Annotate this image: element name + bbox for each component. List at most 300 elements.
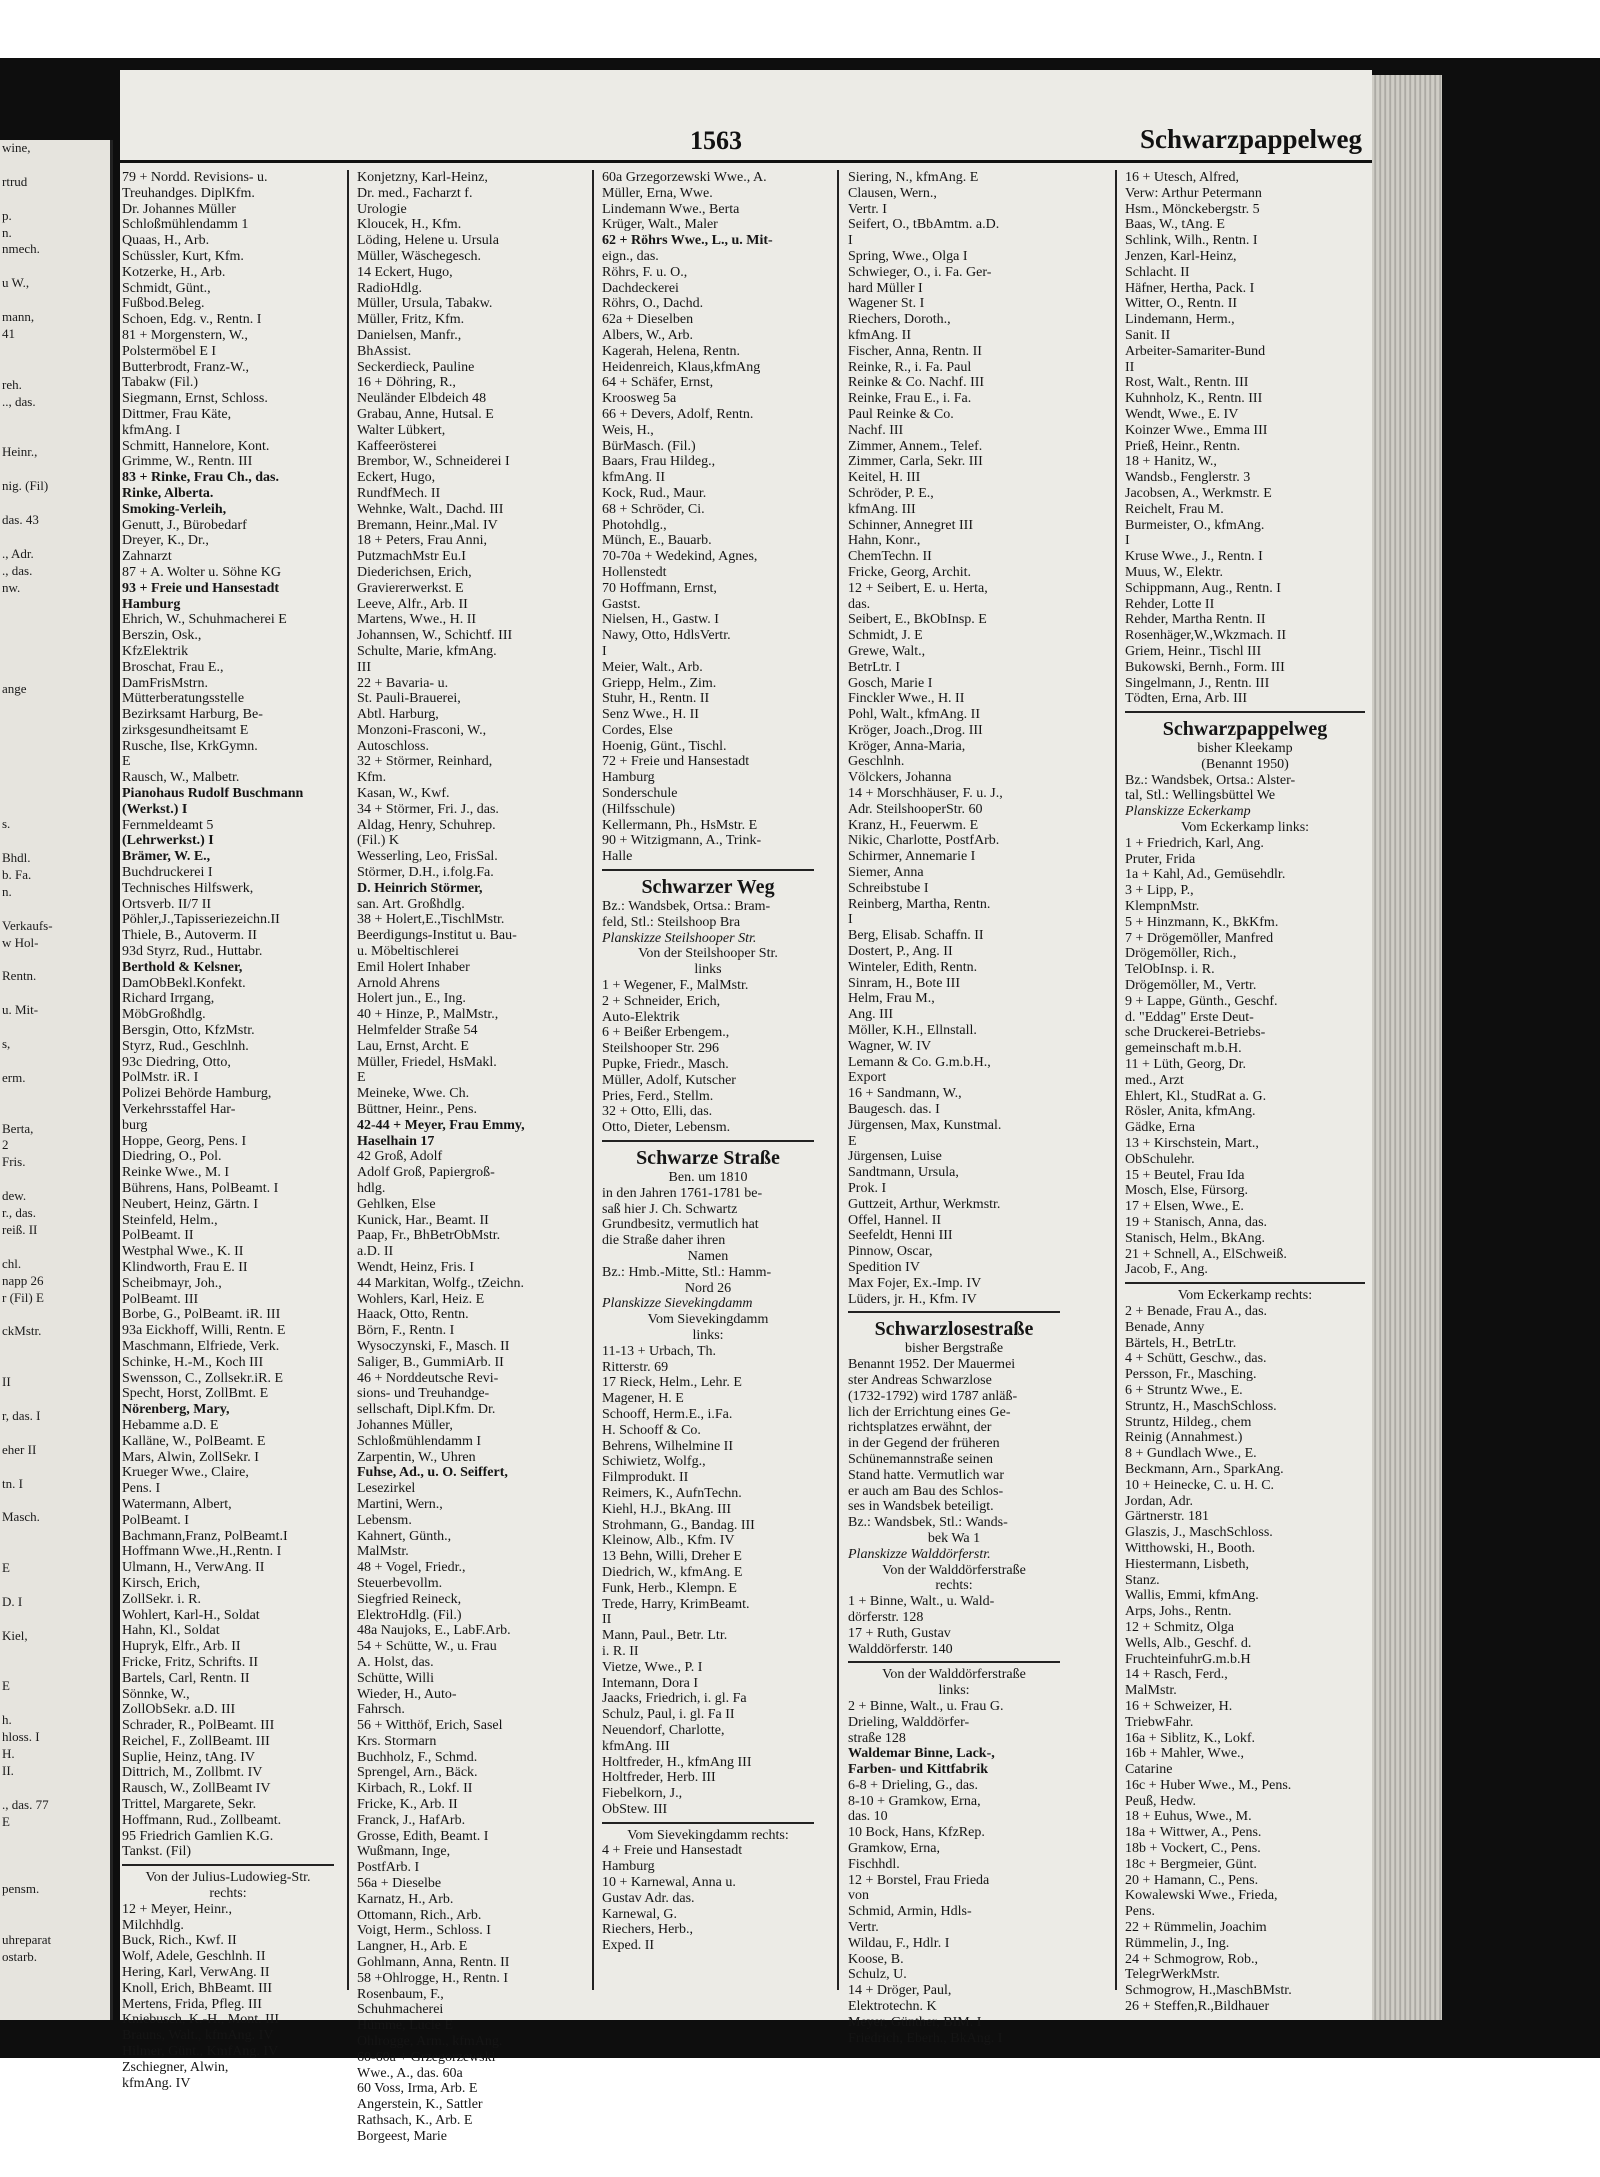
directory-line: Wolf, Adele, Geschlnh. II bbox=[122, 1949, 266, 1965]
directory-line: Lebensm. bbox=[357, 1512, 412, 1528]
directory-line: Langner, H., Arb. E bbox=[357, 1939, 468, 1955]
directory-line: 64 + Schäfer, Ernst, bbox=[602, 375, 714, 391]
directory-line: Lau, Ernst, Archt. E bbox=[357, 1038, 469, 1054]
directory-line: Waldemar Binne, Lack-, bbox=[848, 1746, 995, 1762]
directory-line: Neuendorf, Charlotte, bbox=[602, 1722, 725, 1738]
directory-line: Cordes, Else bbox=[602, 722, 673, 738]
directory-line: Helm, Frau M., bbox=[848, 991, 935, 1007]
left-page-text bbox=[0, 901, 110, 918]
directory-line: Baas, W., tAng. E bbox=[1125, 217, 1225, 233]
directory-line: Pens. bbox=[1125, 1904, 1155, 1920]
directory-line: bisher Bergstraße bbox=[904, 1341, 1004, 1357]
directory-line: Wells, Alb., Geschf. d. bbox=[1125, 1635, 1252, 1651]
directory-line: Rausch, W., Malbetr. bbox=[122, 770, 240, 786]
directory-line: Rehder, Lotte II bbox=[1125, 596, 1215, 612]
directory-line: Möller, K.H., Ellnstall. bbox=[848, 1023, 977, 1039]
directory-line: Styrz, Rud., Geschlnh. bbox=[122, 1038, 249, 1054]
directory-line: Schmidt, Günt., bbox=[122, 280, 211, 296]
directory-line: 95 Friedrich Gamlien K.G. bbox=[122, 1828, 274, 1844]
directory-line: Intemann, Dora I bbox=[602, 1675, 699, 1691]
directory-line: Schuhmacherei bbox=[357, 2002, 444, 2018]
directory-line: Watermann, Albert, bbox=[122, 1496, 232, 1512]
directory-line: 6 + Struntz Wwe., E. bbox=[1125, 1382, 1243, 1398]
left-page-text bbox=[0, 766, 110, 783]
directory-line: Grewe, Walt., bbox=[848, 643, 926, 659]
left-page-text: E bbox=[2, 1678, 10, 1694]
left-page-text: mann, bbox=[2, 309, 35, 325]
directory-line: 18 + Hanitz, W., bbox=[1125, 454, 1217, 470]
directory-line: sche Druckerei-Betriebs- bbox=[1125, 1025, 1266, 1041]
directory-line: links bbox=[694, 962, 722, 978]
directory-line: kfmAng. III bbox=[848, 501, 916, 517]
directory-line: Hilmer, Günt., KmfAng. IV bbox=[122, 2044, 279, 2060]
left-page-text: reh. bbox=[2, 376, 22, 392]
left-page-text bbox=[0, 1695, 110, 1712]
directory-line: Wagener St. I bbox=[848, 296, 925, 312]
directory-line: Gustav Adr. das. bbox=[602, 1890, 695, 1906]
directory-line: MalMstr. bbox=[1125, 1683, 1177, 1699]
left-page-text: reiß. II bbox=[2, 1222, 38, 1237]
left-page-text: pensm. bbox=[2, 1881, 40, 1897]
left-page-text: II bbox=[2, 1374, 11, 1390]
directory-line: Von der Julius-Ludowieg-Str. bbox=[145, 1870, 311, 1886]
directory-line: Sinram, H., Bote III bbox=[848, 975, 960, 991]
left-page-text: p. bbox=[2, 207, 12, 223]
directory-line: Zimmer, Annem., Telef. bbox=[848, 438, 983, 454]
left-page-text bbox=[0, 343, 110, 360]
directory-line: Sönnke, W., bbox=[122, 1686, 190, 1702]
directory-line: hdlg. bbox=[357, 1181, 386, 1196]
directory-line: Arbeiter-Samariter-Bund bbox=[1125, 343, 1266, 359]
left-page-text bbox=[0, 495, 110, 512]
directory-line: PolBeamt. II bbox=[122, 1228, 194, 1244]
directory-line: 7 + Drögemöller, Manfred bbox=[1125, 930, 1274, 946]
left-page-text: Fris. bbox=[2, 1154, 26, 1170]
directory-line: 16c + Huber Wwe., M., Pens. bbox=[1125, 1777, 1292, 1793]
directory-line: Grosse, Edith, Beamt. I bbox=[357, 1828, 489, 1844]
directory-line: Pianohaus Rudolf Buschmann bbox=[122, 786, 304, 802]
street-heading: Schwarzer Weg bbox=[641, 876, 775, 899]
directory-line: Hahn, Kl., Soldat bbox=[122, 1623, 220, 1639]
directory-line: Schüssler, Kurt, Kfm. bbox=[122, 248, 244, 264]
directory-line: Martens, Wwe., H. II bbox=[357, 612, 477, 628]
left-page-text bbox=[0, 1611, 110, 1628]
directory-line: Rinke, Alberta. bbox=[122, 485, 214, 501]
directory-line: Hamburg bbox=[602, 770, 655, 786]
directory-line: Schünemannstraße seinen bbox=[848, 1451, 994, 1467]
directory-line: Benannt 1952. Der Mauermei bbox=[848, 1357, 1016, 1373]
directory-line: Benade, Anny bbox=[1125, 1319, 1205, 1335]
directory-line: Bz.: Hmb.-Mitte, Stl.: Hamm- bbox=[602, 1264, 772, 1280]
directory-line: 12 + Seibert, E. u. Herta, bbox=[848, 580, 988, 596]
directory-line: 9 + Lappe, Günth., Geschf. bbox=[1125, 993, 1278, 1009]
left-page-text bbox=[0, 664, 110, 681]
directory-line: Swensson, C., Zollsekr.iR. E bbox=[122, 1370, 284, 1386]
directory-line: E bbox=[122, 754, 131, 770]
directory-line: Jürgensen, Luise bbox=[848, 1149, 942, 1165]
directory-line: Tabakw (Fil.) bbox=[122, 375, 199, 391]
left-page-text: chl. bbox=[2, 1255, 22, 1271]
directory-line: A. Holst, das. bbox=[357, 1654, 434, 1670]
left-page-fragment bbox=[0, 140, 113, 2020]
directory-line: Singelmann, J., Rentn. III bbox=[1125, 675, 1270, 691]
directory-line: I bbox=[848, 912, 853, 928]
directory-line: Ang. III bbox=[848, 1007, 894, 1023]
left-page-text: n. bbox=[2, 883, 12, 899]
directory-line: Ottomann, Rich., Arb. bbox=[357, 1907, 482, 1923]
directory-line: BetrLtr. I bbox=[848, 659, 901, 675]
directory-line: ster Andreas Schwarzlose bbox=[848, 1372, 992, 1388]
directory-line: Kranz, H., Feuerwm. E bbox=[848, 817, 979, 833]
directory-line: Dostert, P., Ang. II bbox=[848, 944, 953, 960]
directory-line: Gädke, Erna bbox=[1125, 1120, 1195, 1136]
left-page-text: Bhdl. bbox=[2, 850, 31, 866]
directory-line: Broschat, Frau E., bbox=[122, 659, 224, 675]
left-page-text: Berta, bbox=[2, 1120, 34, 1136]
directory-line: 56a + Dieselbe bbox=[357, 1876, 442, 1892]
left-page-text: u. Mit- bbox=[2, 1002, 39, 1018]
left-page-text bbox=[0, 1493, 110, 1510]
directory-line: Bachmann,Franz, PolBeamt.I bbox=[122, 1528, 288, 1544]
directory-line: Störmer, D.H., i.folg.Fa. bbox=[357, 865, 494, 881]
left-page-text: Verkaufs- bbox=[2, 917, 53, 933]
directory-line: Gehlken, Else bbox=[357, 1196, 436, 1212]
directory-line: PolBeamt. I bbox=[122, 1512, 189, 1528]
directory-line: 18b + Vockert, C., Pens. bbox=[1125, 1841, 1261, 1857]
directory-line: Walddörferstr. 140 bbox=[848, 1641, 953, 1657]
directory-line: Von der Steilshooper Str. bbox=[638, 946, 778, 962]
directory-line: kfmAng. II bbox=[848, 327, 911, 343]
directory-line: Planskizze Eckerkamp bbox=[1125, 804, 1251, 820]
directory-line: Hoffmann, Rud., Zollbeamt. bbox=[122, 1812, 282, 1828]
directory-line: Hamburg bbox=[122, 596, 181, 612]
directory-line: E bbox=[848, 1133, 857, 1149]
directory-line: Kleinow, Alb., Kfm. IV bbox=[602, 1533, 735, 1549]
directory-line: Walter Lübkert, bbox=[357, 422, 446, 438]
directory-line: 13 Behn, Willi, Dreher E bbox=[602, 1549, 742, 1565]
directory-line: Krs. Stormarn bbox=[357, 1733, 437, 1749]
directory-line: die Straße daher ihren bbox=[602, 1233, 726, 1249]
directory-line: Auto-Elektrik bbox=[602, 1009, 680, 1025]
directory-line: Schloßmühlendamm 1 bbox=[122, 217, 249, 233]
directory-line: (1732-1792) wird 1787 anläß- bbox=[848, 1388, 1018, 1404]
directory-line: ObStew. III bbox=[602, 1801, 668, 1817]
directory-line: Hahn, Konr., bbox=[848, 533, 921, 549]
column-1 bbox=[122, 170, 334, 2091]
directory-line: Pöhler,J.,Tapisseriezeichn.II bbox=[122, 912, 280, 928]
directory-line: Emil Holert Inhaber bbox=[357, 959, 470, 975]
left-page-text: nw. bbox=[2, 579, 21, 595]
directory-line: 16 + Schweizer, H. bbox=[1125, 1698, 1233, 1714]
directory-line: feld, Stl.: Steilshoop Bra bbox=[602, 914, 741, 930]
left-page-text: b. Fa. bbox=[2, 866, 32, 882]
left-page-text: Rentn. bbox=[2, 968, 37, 984]
directory-line: Siemer, Anna bbox=[848, 865, 924, 881]
directory-line: Buchholz, F., Schmd. bbox=[357, 1749, 478, 1765]
directory-line: kfmAng. III bbox=[602, 1738, 670, 1754]
directory-line: Schröder, P. E., bbox=[848, 485, 934, 501]
directory-line: Spring, Wwe., Olga I bbox=[848, 248, 968, 264]
directory-line: Haack, Otto, Rentn. bbox=[357, 1307, 469, 1323]
directory-line: 68 + Schröder, Ci. bbox=[602, 501, 705, 517]
left-page-text bbox=[0, 1019, 110, 1036]
left-page-text: nmech. bbox=[2, 241, 40, 257]
section-rule bbox=[1125, 711, 1365, 713]
directory-line: Schirmer, Annemarie I bbox=[848, 849, 976, 865]
street-heading: Schwarze Straße bbox=[636, 1147, 780, 1170]
directory-line: Fricke, Fritz, Schrifts. II bbox=[122, 1654, 259, 1670]
directory-line: Rusche, Ilse, KrkGymn. bbox=[122, 738, 258, 754]
directory-line: Westphal Wwe., K. II bbox=[122, 1244, 244, 1260]
column-5 bbox=[1125, 170, 1365, 2015]
left-page-text bbox=[0, 1459, 110, 1476]
directory-line: Nord 26 bbox=[684, 1280, 732, 1296]
directory-line: 18 + Euhus, Wwe., M. bbox=[1125, 1809, 1252, 1825]
left-page-text bbox=[0, 1307, 110, 1324]
directory-line: Ulmann, H., VerwAng. II bbox=[122, 1560, 265, 1576]
directory-line: Baars, Frau Hildeg., bbox=[602, 454, 716, 470]
directory-line: 58 +Ohlrogge, H., Rentn. I bbox=[357, 1970, 508, 1986]
directory-line: Büttner, Heinr., Pens. bbox=[357, 1102, 477, 1118]
directory-line: I bbox=[602, 643, 607, 659]
directory-line: bisher Kleekamp bbox=[1197, 741, 1293, 757]
directory-line: Krüger, Walt., Maler bbox=[602, 217, 718, 233]
left-page-text: E bbox=[2, 1813, 10, 1829]
directory-line: Holtfreder, Herb. III bbox=[602, 1770, 716, 1786]
column-divider bbox=[592, 170, 594, 1990]
directory-line: Spedition IV bbox=[848, 1259, 920, 1275]
directory-line: Autoschloss. bbox=[357, 738, 429, 754]
directory-line: Kalläne, W., PolBeamt. E bbox=[122, 1433, 266, 1449]
directory-line: Leeve, Alfr., Arb. II bbox=[357, 596, 468, 612]
directory-line: Ben. um 1810 bbox=[668, 1170, 748, 1186]
left-page-text bbox=[0, 1543, 110, 1560]
directory-line: Eckert, Hugo, bbox=[357, 470, 436, 486]
directory-line: Specht, Horst, ZollBmt. E bbox=[122, 1386, 269, 1402]
directory-line: TriebwFahr. bbox=[1125, 1714, 1194, 1730]
directory-line: Schmogrow, H.,MaschBMstr. bbox=[1125, 1983, 1292, 1999]
directory-line: Catarine bbox=[1125, 1762, 1173, 1778]
column-4 bbox=[848, 170, 1060, 2046]
left-page-text bbox=[0, 630, 110, 647]
directory-line: Hebamme a.D. E bbox=[122, 1417, 219, 1433]
directory-line: Kirsch, Erich, bbox=[122, 1575, 201, 1591]
directory-line: Fricke, K., Arb. II bbox=[357, 1797, 458, 1813]
directory-line: Bärtels, H., BetrLtr. bbox=[1125, 1335, 1237, 1351]
directory-line: Bersgin, Otto, KfzMstr. bbox=[122, 1023, 255, 1039]
directory-line: Gosch, Marie I bbox=[848, 675, 933, 691]
directory-line: Wieder, H., Auto- bbox=[357, 1686, 457, 1702]
directory-line: Struntz, H., MaschSchloss. bbox=[1125, 1398, 1277, 1414]
left-page-text bbox=[0, 461, 110, 478]
directory-line: Borbe, G., PolBeamt. iR. III bbox=[122, 1307, 281, 1323]
directory-line: 10 + Karnewal, Anna u. bbox=[602, 1875, 736, 1891]
directory-line: 1 + Wegener, F., MalMstr. bbox=[602, 978, 749, 994]
directory-line: 48a Naujoks, E., LabF.Arb. bbox=[357, 1623, 511, 1639]
directory-line: Fiebelkorn, J., bbox=[602, 1786, 683, 1802]
directory-line: Trede, Harry, KrimBeamt. bbox=[602, 1596, 750, 1612]
left-page-text bbox=[0, 985, 110, 1002]
directory-line: Fußbod.Beleg. bbox=[122, 296, 205, 312]
directory-line: 17 Rieck, Helm., Lehr. E bbox=[602, 1375, 742, 1391]
directory-line: Dreyer, K., Dr., bbox=[122, 533, 209, 549]
directory-line: Grabau, Anne, Hutsal. E bbox=[357, 406, 494, 422]
directory-line: burg bbox=[122, 1117, 148, 1133]
directory-line: Schreibstube I bbox=[848, 880, 929, 896]
directory-line: Schulz, U. bbox=[848, 1967, 907, 1983]
left-page-text: s, bbox=[2, 1036, 11, 1052]
directory-line: 83 + Rinke, Frau Ch., das. bbox=[122, 470, 279, 486]
directory-line: Schrader, R., PolBeamt. III bbox=[122, 1718, 275, 1734]
directory-line: Weis, H., bbox=[602, 422, 654, 438]
directory-line: Klindworth, Frau E. II bbox=[122, 1259, 248, 1275]
directory-line: 8 + Gundlach Wwe., E. bbox=[1125, 1446, 1257, 1462]
directory-line: Rösler, Anita, kfmAng. bbox=[1125, 1104, 1256, 1120]
directory-line: Rost, Walt., Rentn. III bbox=[1125, 375, 1249, 391]
directory-line: Reinke Wwe., M. I bbox=[122, 1165, 230, 1181]
directory-line: Rosenbaum, F., bbox=[357, 1986, 444, 2002]
directory-line: Reinke, Frau E., i. Fa. bbox=[848, 391, 972, 407]
directory-line: Kaffeerösterei bbox=[357, 438, 437, 454]
left-page-text bbox=[0, 1662, 110, 1679]
left-page-text bbox=[0, 698, 110, 715]
left-page-text bbox=[0, 1780, 110, 1797]
directory-line: 34 + Störmer, Fri. J., das. bbox=[357, 801, 499, 817]
directory-line: Helmfelder Straße 54 bbox=[357, 1023, 478, 1039]
directory-line: Schlink, Wilh., Rentn. I bbox=[1125, 233, 1258, 249]
directory-line: Danielsen, Manfr., bbox=[357, 327, 462, 343]
left-page-text bbox=[0, 952, 110, 969]
directory-line: Kotzerke, H., Arb. bbox=[122, 264, 226, 280]
directory-line: Ortsverb. II/7 II bbox=[122, 896, 212, 912]
directory-line: Hollenstedt bbox=[602, 564, 667, 580]
directory-line: Drögemöller, Rich., bbox=[1125, 946, 1237, 962]
directory-line: er auch am Bau des Schlos- bbox=[848, 1483, 1004, 1499]
directory-line: Keitel, H. III bbox=[848, 470, 921, 486]
directory-line: Hümme, Lucie E bbox=[357, 2018, 454, 2034]
left-page-text bbox=[0, 1526, 110, 1543]
left-page-text: 2 bbox=[2, 1137, 9, 1153]
directory-line: Stanz. bbox=[1125, 1572, 1160, 1588]
column-3 bbox=[602, 170, 814, 2010]
directory-line: 60 Voss, Irma, Arb. E bbox=[357, 2081, 478, 2097]
directory-line: kfmAng. IV bbox=[122, 2075, 191, 2091]
left-page-text: Kiel, bbox=[2, 1627, 28, 1643]
directory-line: Franck, J., HafArb. bbox=[357, 1812, 466, 1828]
directory-line: Steilshooper Str. 296 bbox=[602, 1041, 720, 1057]
directory-line: Filmprodukt. II bbox=[602, 1470, 689, 1486]
directory-line: 32 + Otto, Elli, das. bbox=[602, 1104, 713, 1120]
directory-line: Bezirksamt Harburg, Be- bbox=[122, 707, 263, 723]
directory-line: 70 Hoffmann, Ernst, bbox=[602, 580, 717, 596]
left-page-text bbox=[0, 1425, 110, 1442]
directory-line: Wendt, Wwe., E. IV bbox=[1125, 406, 1239, 422]
directory-line: Zschiegner, Alwin, bbox=[122, 2059, 229, 2075]
directory-line: Reinig (Annahmest.) bbox=[1125, 1430, 1243, 1446]
directory-line: DamObBekl.Konfekt. bbox=[122, 975, 246, 991]
directory-line: Brämer, W. E., bbox=[122, 849, 211, 865]
directory-line: Struntz, Hildeg., chem bbox=[1125, 1414, 1252, 1430]
directory-line: Fricke, Georg, Archit. bbox=[848, 564, 971, 580]
directory-line: (Lehrwerkst.) I bbox=[122, 833, 214, 849]
directory-line: Brembor, W., Schneiderei I bbox=[357, 454, 510, 470]
left-page-text: r., das. bbox=[2, 1205, 36, 1221]
directory-line: 16 + Utesch, Alfred, bbox=[1125, 170, 1240, 185]
directory-line: Schmid, Armin, Hdls- bbox=[848, 1904, 972, 1920]
directory-line: Voigt, Herm., Schloss. I bbox=[357, 1923, 491, 1939]
directory-line: Reinberg, Martha, Rentn. bbox=[848, 896, 991, 912]
directory-line: Siegfried Reineck, bbox=[357, 1591, 462, 1607]
directory-line: Fischer, Anna, Rentn. II bbox=[848, 343, 982, 359]
directory-line: II bbox=[602, 1612, 612, 1628]
directory-line: Reichel, F., ZollBeamt. III bbox=[122, 1733, 270, 1749]
directory-line: 42 Groß, Adolf bbox=[357, 1149, 443, 1165]
directory-line: 48 + Vogel, Friedr., bbox=[357, 1560, 466, 1576]
directory-line: gemeinschaft m.b.H. bbox=[1125, 1041, 1242, 1057]
directory-line: Vom Sievekingdamm bbox=[647, 1312, 769, 1328]
directory-line: 66 + Devers, Adolf, Rentn. bbox=[602, 406, 754, 422]
directory-line: Halle bbox=[602, 849, 633, 865]
directory-line: ZollSekr. i. R. bbox=[122, 1591, 201, 1607]
directory-line: Borgeest, Marie bbox=[357, 2128, 447, 2144]
directory-line: med., Arzt bbox=[1125, 1072, 1184, 1088]
directory-line: Röhrs, O., Dachd. bbox=[602, 296, 704, 312]
left-page-text: das. 43 bbox=[2, 511, 39, 527]
left-page-text: H. bbox=[2, 1746, 15, 1762]
directory-line: Karnewal, G. bbox=[602, 1906, 678, 1922]
directory-line: KfzElektrik bbox=[122, 643, 189, 659]
directory-line: Kiehl, H.J., BkAng. III bbox=[602, 1501, 732, 1517]
directory-line: Trittel, Margarete, Sekr. bbox=[122, 1797, 257, 1813]
directory-line: II bbox=[1125, 359, 1135, 375]
directory-line: Grundbesitz, vermutlich hat bbox=[602, 1217, 759, 1233]
left-page-text bbox=[0, 1239, 110, 1256]
directory-line: 17 + Elsen, Wwe., E. bbox=[1125, 1199, 1244, 1215]
directory-line: Wysoczynski, F., Masch. II bbox=[357, 1338, 510, 1354]
left-page-text: ., Adr. bbox=[2, 545, 34, 561]
directory-line: Röhrs, F. u. O., bbox=[602, 264, 688, 280]
directory-line: Meineke, Wwe. Ch. bbox=[357, 1086, 470, 1102]
directory-line: Siegmann, Ernst, Schloss. bbox=[122, 391, 268, 407]
directory-line: Schooff, Herm.E., i.Fa. bbox=[602, 1406, 733, 1422]
directory-line: eign., das. bbox=[602, 248, 659, 264]
directory-line: 14 Eckert, Hugo, bbox=[357, 264, 453, 280]
left-page-text bbox=[0, 1104, 110, 1121]
directory-line: Graviererwerkst. E bbox=[357, 580, 464, 596]
directory-line: (Hilfsschule) bbox=[602, 801, 676, 817]
directory-line: 12 + Borstel, Frau Frieda bbox=[848, 1872, 990, 1888]
directory-line: Sprengel, Arn., Bäck. bbox=[357, 1765, 478, 1781]
left-page-text bbox=[0, 1340, 110, 1357]
directory-line: Schütte, Willi bbox=[357, 1670, 434, 1686]
directory-line: Elektrotechn. K bbox=[848, 1999, 937, 2015]
directory-line: 18 + Peters, Frau Anni, bbox=[357, 533, 487, 549]
directory-line: 54 + Schütte, W., u. Frau bbox=[357, 1639, 497, 1655]
directory-line: sellschaft, Dipl.Kfm. Dr. bbox=[357, 1402, 496, 1418]
directory-line: u. Möbeltischlerei bbox=[357, 944, 459, 960]
directory-line: Schippmann, Aug., Rentn. I bbox=[1125, 580, 1281, 596]
directory-line: 10 Bock, Hans, KfzRep. bbox=[848, 1825, 985, 1841]
directory-line: Börn, F., Rentn. I bbox=[357, 1323, 455, 1339]
directory-line: Von der Walddörferstraße bbox=[882, 1562, 1026, 1578]
directory-line: Holtfreder, H., kfmAng III bbox=[602, 1754, 752, 1770]
directory-line: Fischhdl. bbox=[848, 1856, 900, 1872]
directory-line: 22 + Bavaria- u. bbox=[357, 675, 449, 691]
directory-line: Ohlrogge, Arm., kfmAng. bbox=[357, 2034, 503, 2050]
directory-line: Hsm., Mönckebergstr. 5 bbox=[1125, 201, 1260, 217]
directory-line: I bbox=[1125, 533, 1130, 549]
directory-line: Stuhr, H., Rentn. II bbox=[602, 691, 710, 707]
